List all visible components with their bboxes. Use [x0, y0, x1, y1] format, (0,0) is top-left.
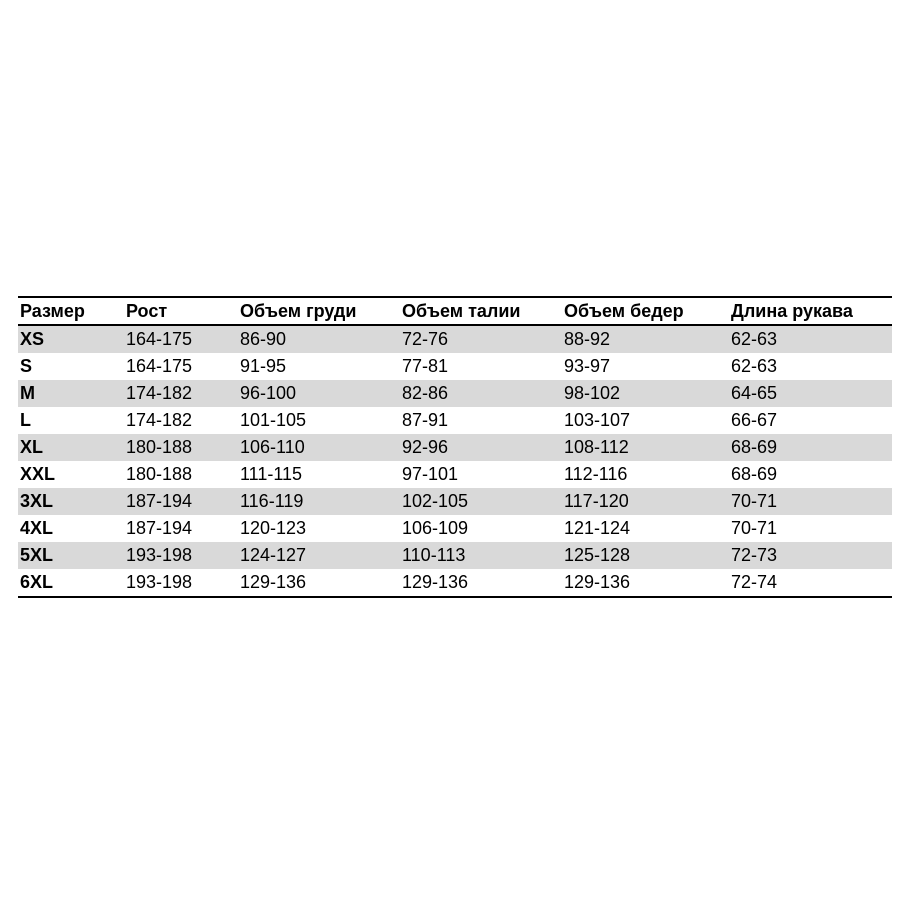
sleeve-cell: 72-73 [731, 545, 778, 565]
height-cell: 180-188 [126, 464, 193, 484]
waist-cell: 77-81 [402, 356, 449, 376]
chest-cell: 106-110 [240, 437, 305, 457]
table-row [18, 325, 892, 353]
waist-cell: 82-86 [402, 383, 449, 403]
header-row [18, 297, 892, 325]
size-cell: XS [20, 329, 45, 349]
table-row [18, 434, 892, 461]
table-row [18, 542, 892, 569]
table-row [18, 569, 892, 597]
sleeve-cell: 72-74 [731, 572, 778, 592]
waist-cell: 102-105 [402, 491, 469, 511]
chest-cell: 124-127 [240, 545, 307, 565]
chest-cell: 86-90 [240, 329, 287, 349]
size-cell: XL [20, 437, 44, 457]
size-chart-table [18, 296, 892, 598]
height-cell: 187-194 [126, 518, 193, 538]
waist-cell: 92-96 [402, 437, 449, 457]
hips-cell: 108-112 [564, 437, 629, 457]
size-cell: 3XL [20, 491, 54, 511]
waist-cell: 97-101 [402, 464, 459, 484]
header-size: Размер [20, 301, 85, 321]
header-hips: Объем бедер [564, 301, 684, 321]
size-cell: 4XL [20, 518, 54, 538]
hips-cell: 117-120 [564, 491, 629, 511]
size-cell: S [20, 356, 33, 376]
hips-cell: 93-97 [564, 356, 611, 376]
table-row [18, 407, 892, 434]
height-cell: 180-188 [126, 437, 193, 457]
waist-cell: 129-136 [402, 572, 469, 592]
chest-cell: 96-100 [240, 383, 297, 403]
table-row [18, 488, 892, 515]
height-cell: 187-194 [126, 491, 193, 511]
sleeve-cell: 70-71 [731, 518, 778, 538]
sleeve-cell: 62-63 [731, 356, 778, 376]
size-cell: XXL [20, 464, 56, 484]
hips-cell: 88-92 [564, 329, 611, 349]
hips-cell: 125-128 [564, 545, 631, 565]
chest-cell: 101-105 [240, 410, 307, 430]
waist-cell: 87-91 [402, 410, 449, 430]
sleeve-cell: 66-67 [731, 410, 778, 430]
sleeve-cell: 68-69 [731, 464, 778, 484]
hips-cell: 103-107 [564, 410, 631, 430]
header-sleeve: Длина рукава [731, 301, 853, 321]
header-height: Рост [126, 301, 168, 321]
sleeve-cell: 64-65 [731, 383, 778, 403]
header-chest: Объем груди [240, 301, 357, 321]
header-waist: Объем талии [402, 301, 521, 321]
chest-cell: 129-136 [240, 572, 307, 592]
table-row [18, 353, 892, 380]
height-cell: 164-175 [126, 329, 193, 349]
chest-cell: 111-115 [240, 464, 303, 484]
hips-cell: 98-102 [564, 383, 621, 403]
height-cell: 164-175 [126, 356, 193, 376]
size-cell: 6XL [20, 572, 54, 592]
sleeve-cell: 68-69 [731, 437, 778, 457]
height-cell: 174-182 [126, 410, 193, 430]
table-row [18, 515, 892, 542]
height-cell: 174-182 [126, 383, 193, 403]
sleeve-cell: 70-71 [731, 491, 778, 511]
chest-cell: 116-119 [240, 491, 304, 511]
sleeve-cell: 62-63 [731, 329, 778, 349]
chest-cell: 91-95 [240, 356, 287, 376]
waist-cell: 106-109 [402, 518, 469, 538]
chest-cell: 120-123 [240, 518, 307, 538]
size-cell: 5XL [20, 545, 54, 565]
waist-cell: 72-76 [402, 329, 449, 349]
table-row [18, 461, 892, 488]
size-cell: M [20, 383, 35, 403]
table-row [18, 380, 892, 407]
hips-cell: 112-116 [564, 464, 628, 484]
height-cell: 193-198 [126, 545, 193, 565]
waist-cell: 110-113 [402, 545, 466, 565]
hips-cell: 121-124 [564, 518, 631, 538]
size-cell: L [20, 410, 31, 430]
hips-cell: 129-136 [564, 572, 631, 592]
height-cell: 193-198 [126, 572, 193, 592]
